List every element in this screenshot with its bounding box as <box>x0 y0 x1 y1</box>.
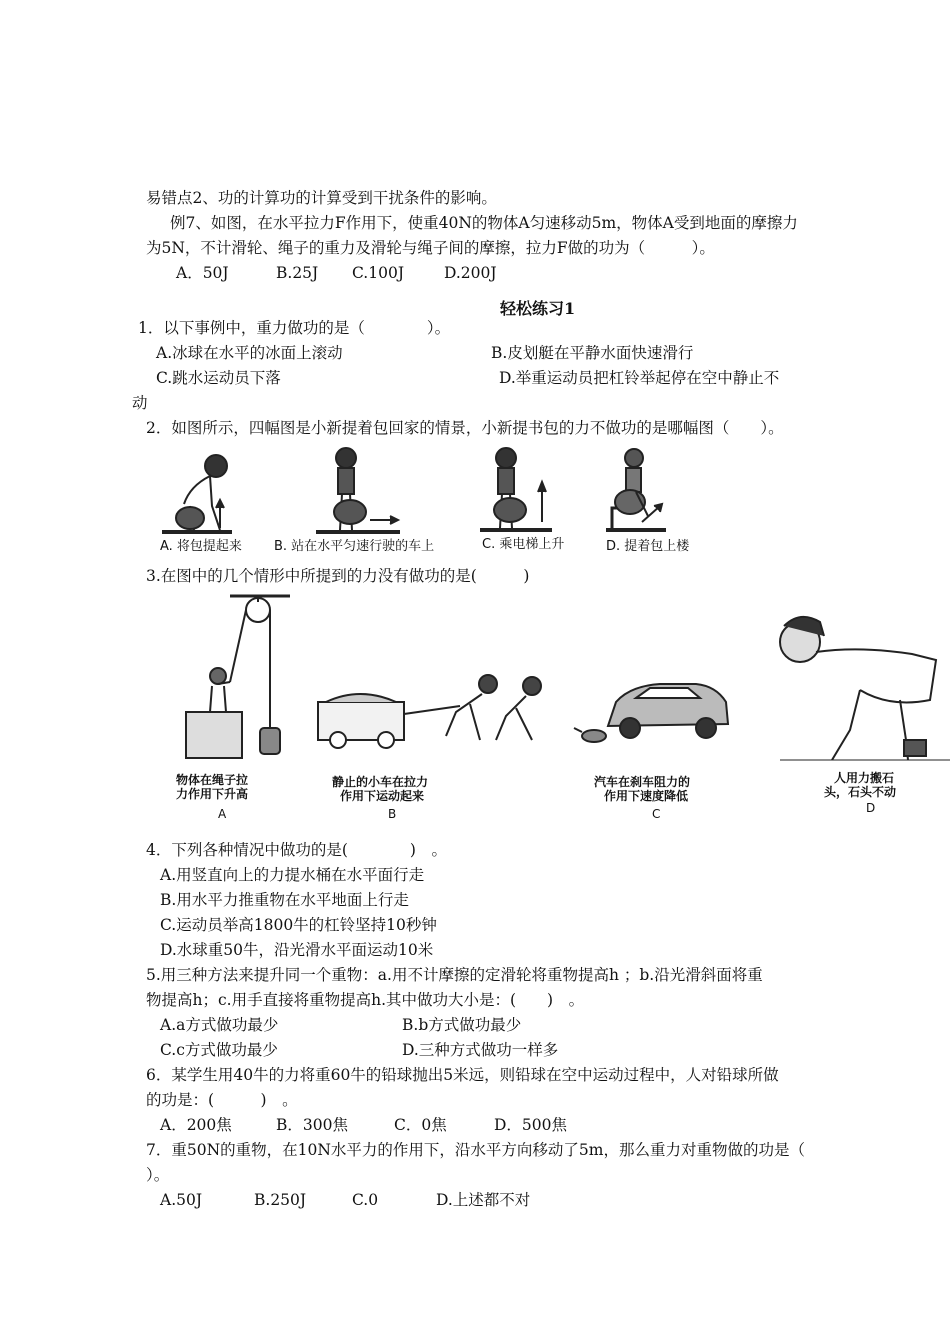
q3-letter-d: D <box>866 801 876 815</box>
q2-caption-a: A. 将包提起来 <box>160 539 242 554</box>
figure-c-car-icon <box>574 684 728 742</box>
q5-option-c: C.c方式做功最少 <box>160 1041 278 1059</box>
figure-a-person-icon <box>162 455 232 532</box>
q5-option-d: D.三种方式做功一样多 <box>402 1041 559 1059</box>
q6-option-b: B．300焦 <box>276 1116 348 1134</box>
q2-caption-d: D. 提着包上楼 <box>606 539 690 554</box>
q1-option-b: B.皮划艇在平静水面快速滑行 <box>491 344 694 362</box>
option-d: D.200J <box>444 264 497 282</box>
figure-a-pulley-icon <box>186 596 290 758</box>
example-line-1: 例7、如图，在水平拉力F作用下，使重40N的物体A匀速移动5m，物体A受到地面的摩擦力 <box>170 214 798 232</box>
q2-figure <box>150 446 690 558</box>
q5-option-a: A.a方式做功最少 <box>160 1016 279 1034</box>
figure-b-person-icon <box>316 448 400 532</box>
q3-caption-a-line1: 物体在绳子拉 <box>176 773 249 787</box>
q3-figure <box>160 590 950 824</box>
q6-line-2: 的功是：( ) 。 <box>146 1091 298 1109</box>
q7-option-c: C.0 <box>352 1191 379 1209</box>
q3-letter-a: A <box>218 807 227 821</box>
q3-caption-c-line1: 汽车在刹车阻力的 <box>594 775 691 789</box>
q5-option-b: B.b方式做功最少 <box>402 1016 522 1034</box>
q6-option-a: A．200焦 <box>160 1116 232 1134</box>
q4-stem: 4．下列各种情况中做功的是( ) 。 <box>146 841 447 859</box>
q3-caption-d-line1: 人用力搬石 <box>834 771 895 785</box>
q5-line-2: 物提高h；c.用手直接将重物提高h.其中做功大小是：( ) 。 <box>146 991 585 1009</box>
q1-option-a: A.冰球在水平的冰面上滚动 <box>156 344 343 362</box>
q1-option-d: D.举重运动员把杠铃举起停在空中静止不 <box>499 369 780 387</box>
q4-option-a: A.用竖直向上的力提水桶在水平面行走 <box>160 866 425 884</box>
q3-caption-a-line2: 力作用下升高 <box>176 787 249 801</box>
q2-caption-b: B. 站在水平匀速行驶的车上 <box>274 539 435 554</box>
q2-caption-c: C. 乘电梯上升 <box>482 537 565 552</box>
figure-d-person-icon <box>780 617 950 760</box>
q1-option-d-wrap: 动 <box>132 394 148 412</box>
q5-line-1: 5.用三种方法来提升同一个重物：a.用不计摩擦的定滑轮将重物提高h ；b.沿光滑斜面将重 <box>146 966 763 984</box>
q3-letter-b: B <box>388 807 397 821</box>
q3-caption-d-line2: 头，石头不动 <box>824 785 897 799</box>
example-line-2: 为5N，不计滑轮、绳子的重力及滑轮与绳子间的摩擦，拉力F做的功为（ ）。 <box>146 239 715 257</box>
q3-stem: 3.在图中的几个情形中所提到的力没有做功的是( ) <box>146 567 530 585</box>
practice-title: 轻松练习1 <box>500 299 576 318</box>
q7-line-1: 7．重50N的重物，在10N水平力的作用下，沿水平方向移动了5m，那么重力对重物做的功是（ <box>146 1141 805 1159</box>
figure-d-person-icon <box>606 449 666 530</box>
q1-stem: 1．以下事例中，重力做功的是（ ）。 <box>138 319 451 337</box>
figure-b-cart-icon <box>318 675 541 748</box>
q6-option-d: D．500焦 <box>494 1116 568 1134</box>
q7-option-a: A.50J <box>160 1191 203 1209</box>
q1-option-c: C.跳水运动员下落 <box>156 369 281 387</box>
q3-caption-b-line2: 作用下运动起来 <box>340 789 425 803</box>
q7-option-b: B.250J <box>254 1191 307 1209</box>
figure-c-person-icon <box>480 448 552 530</box>
q4-option-c: C.运动员举高1800牛的杠铃坚持10秒钟 <box>160 916 437 934</box>
q7-line-2: ）。 <box>146 1166 170 1184</box>
q2-stem: 2．如图所示，四幅图是小新提着包回家的情景，小新提书包的力不做功的是哪幅图（ ）。 <box>146 419 784 437</box>
q6-line-1: 6．某学生用40牛的力将重60牛的铅球抛出5米远，则铅球在空中运动过程中，人对铅球所做 <box>146 1066 779 1084</box>
section-heading: 易错点2、功的计算功的计算受到干扰条件的影响。 <box>146 189 497 207</box>
q6-option-c: C．0焦 <box>394 1116 447 1134</box>
q7-option-d: D.上述都不对 <box>436 1191 531 1209</box>
option-c: C.100J <box>352 264 405 282</box>
option-b: B.25J <box>276 264 319 282</box>
q3-letter-c: C <box>652 807 661 821</box>
q4-option-d: D.水球重50牛，沿光滑水平面运动10米 <box>160 941 434 959</box>
q3-caption-b-line1: 静止的小车在拉力 <box>332 775 429 789</box>
q4-option-b: B.用水平力推重物在水平地面上行走 <box>160 891 409 909</box>
option-a: A．50J <box>176 264 229 282</box>
q3-caption-c-line2: 作用下速度降低 <box>604 789 689 803</box>
